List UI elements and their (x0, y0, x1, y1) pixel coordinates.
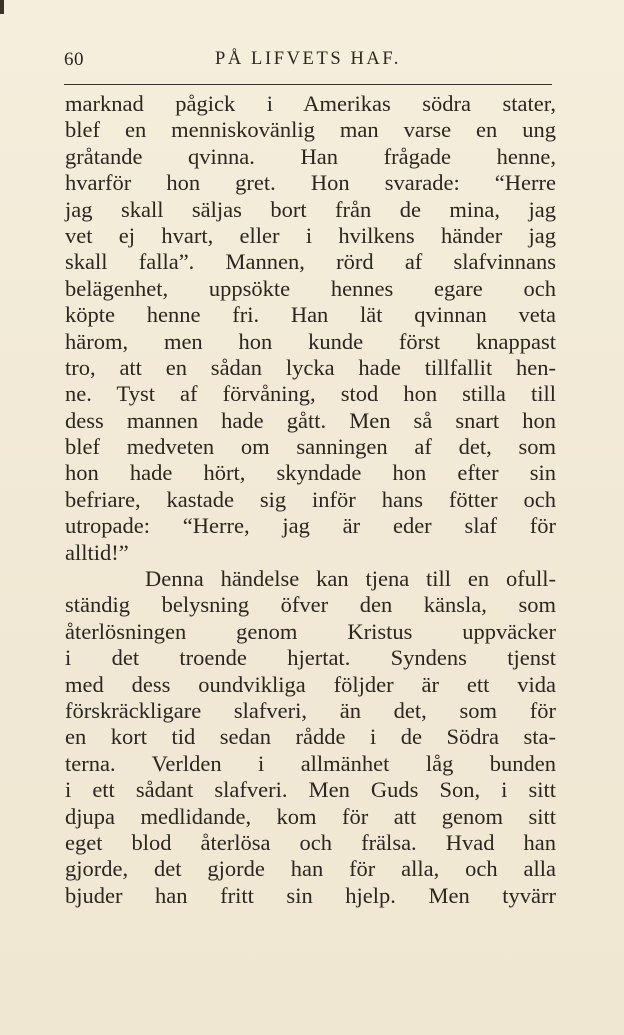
header-rule (64, 84, 552, 85)
page-number: 60 (64, 49, 84, 70)
text-line: skall falla”. Mannen, rörd af slafvinnans (65, 249, 556, 275)
text-line: ständig belysning öfver den känsla, som (65, 592, 556, 618)
text-line: blef en menniskovänlig man varse en ung (65, 117, 556, 143)
text-line: en kort tid sedan rådde i de Södra sta- (65, 724, 556, 750)
text-line: bjuder han fritt sin hjelp. Men tyvärr (65, 882, 556, 908)
text-line: i ett sådant slafveri. Men Guds Son, i sitt (65, 777, 556, 803)
text-line: befriare, kastade sig inför hans fötter och (65, 486, 556, 512)
text-line: ne. Tyst af förvåning, stod hon stilla till (65, 381, 556, 407)
text-line: med dess oundvikliga följder är ett vida (65, 671, 556, 697)
text-line: belägenhet, uppsökte hennes egare och (65, 275, 556, 301)
text-line: utropade: “Herre, jag är eder slaf för (65, 513, 556, 539)
text-line: hvarför hon gret. Hon svarade: “Herre (65, 170, 556, 196)
text-line: förskräckligare slafveri, än det, som för (65, 697, 556, 723)
text-line: gjorde, det gjorde han för alla, och alla (65, 856, 556, 882)
text-line: hon hade hört, skyndade hon efter sin (65, 460, 556, 486)
text-line: marknad pågick i Amerikas södra stater, (65, 91, 556, 116)
text-line: blef medveten om sanningen af det, som (65, 434, 556, 460)
text-line: vet ej hvart, eller i hvilkens händer jag (65, 222, 556, 248)
text-line: terna. Verlden i allmänhet låg bunden (65, 750, 556, 776)
text-line: eget blod återlösa och frälsa. Hvad han (65, 829, 556, 855)
text-line: härom, men hon kunde först knappast (65, 328, 556, 354)
text-line: jag skall säljas bort från de mina, jag (65, 196, 556, 222)
scan-edge-mark (0, 0, 4, 14)
running-head: PÅ LIFVETS HAF. (214, 49, 402, 69)
text-line: återlösningen genom Kristus uppväcker (65, 618, 556, 644)
text-line: dess mannen hade gått. Men så snart hon (65, 407, 556, 433)
page-header (64, 44, 552, 76)
paragraph-start-line: Denna händelse kan tjena till en ofull- (145, 566, 556, 592)
text-line: köpte henne fri. Han lät qvinnan veta (65, 302, 556, 328)
text-line: i det troende hjertat. Syndens tjenst (65, 645, 556, 671)
text-line: djupa medlidande, kom för att genom sitt (65, 803, 556, 829)
text-line: gråtande qvinna. Han frågade henne, (65, 143, 556, 169)
text-line: tro, att en sådan lycka hade tillfallit hen- (65, 354, 556, 380)
body-text (65, 91, 556, 909)
paragraph-end-line: alltid!” (65, 539, 129, 565)
